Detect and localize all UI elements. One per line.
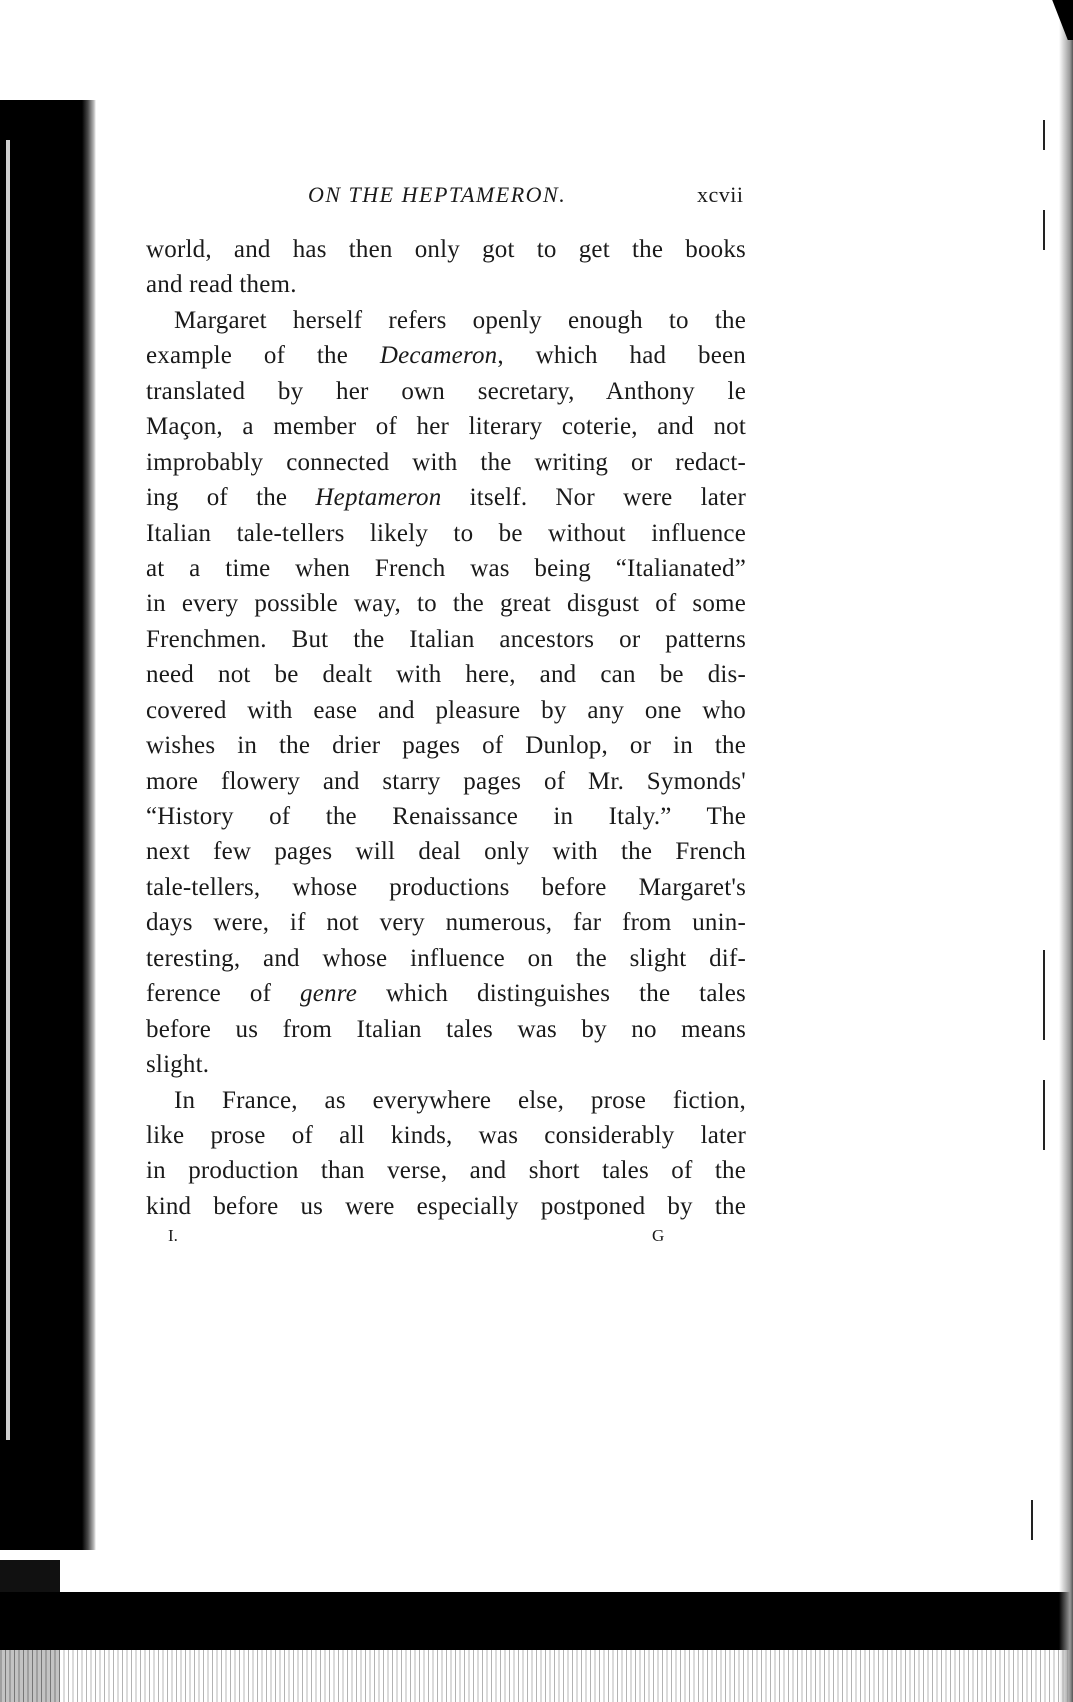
scan-speck xyxy=(1031,1500,1033,1540)
volume-mark: I. xyxy=(168,1226,178,1245)
signature-mark: G xyxy=(652,1226,665,1245)
scan-bottom-noise xyxy=(0,1650,1073,1702)
scan-bottom-shadow xyxy=(0,1592,1073,1650)
text-line: before us from Italian tales was by no means xyxy=(146,1015,746,1043)
text-line: in every possible way, to the great disgust of some xyxy=(146,590,746,618)
text-line: need not be dealt with here, and can be dis- xyxy=(146,661,746,689)
scan-speck xyxy=(1043,1080,1045,1150)
text-line: teresting, and whose influence on the slight dif- xyxy=(146,944,746,972)
text-line: translated by her own secretary, Anthony le xyxy=(146,377,746,405)
text-line: tale-tellers, whose productions before Margaret's xyxy=(146,873,746,901)
text-line: Maçon, a member of her literary coterie, and not xyxy=(146,413,746,441)
scan-speck xyxy=(1043,950,1045,1040)
text-line: Margaret herself refers openly enough to the xyxy=(174,306,746,334)
scan-speck xyxy=(1043,120,1045,150)
running-head: ON THE HEPTAMERON. xyxy=(308,182,567,207)
italic-term: genre xyxy=(300,980,358,1008)
text-line: “History of the Renaissance in Italy.” The xyxy=(146,803,746,830)
text-line: slight. xyxy=(146,1051,210,1079)
text-line: in production than verse, and short tales of the xyxy=(146,1157,746,1185)
text-line: wishes in the drier pages of Dunlop, or in the xyxy=(146,732,746,760)
text-line: more flowery and starry pages of Mr. Symonds' xyxy=(146,767,746,795)
text-line: ing of the Heptameron itself. Nor were later xyxy=(146,484,747,512)
page-footer xyxy=(168,1226,678,1252)
scan-speck xyxy=(1043,210,1045,250)
text-line: example of the Decameron, which had been xyxy=(146,342,746,370)
text-line: like prose of all kinds, was considerably later xyxy=(146,1121,746,1149)
italic-term: Decameron xyxy=(379,342,498,370)
text-line: improbably connected with the writing or redact- xyxy=(146,448,746,476)
italic-term: Heptameron xyxy=(315,484,442,512)
text-line: days were, if not very numerous, far from unin- xyxy=(146,909,746,937)
body-text xyxy=(146,232,746,1224)
text-line: Frenchmen. But the Italian ancestors or patterns xyxy=(146,625,746,653)
page-header xyxy=(146,180,746,214)
text-line: Italian tale-tellers likely to be without influence xyxy=(146,519,746,547)
text-line: kind before us were especially postponed by the xyxy=(146,1192,746,1220)
text-line: world, and has then only got to get the books xyxy=(146,236,746,263)
scan-binding-shadow xyxy=(0,100,96,1550)
paragraph xyxy=(146,303,746,1083)
text-line: at a time when French was being “Italianated” xyxy=(146,554,746,582)
text-line: covered with ease and pleasure by any one who xyxy=(146,696,746,724)
scan-right-edge xyxy=(1059,0,1073,1702)
paragraph xyxy=(146,232,746,303)
text-line: next few pages will deal only with the French xyxy=(146,838,746,866)
text-line: and read them. xyxy=(146,271,297,299)
page-number: xcvii xyxy=(697,182,744,207)
text-line: ference of genre which distinguishes the tales xyxy=(146,980,746,1008)
text-line: In France, as everywhere else, prose fiction, xyxy=(174,1086,746,1114)
paragraph xyxy=(146,1083,746,1225)
